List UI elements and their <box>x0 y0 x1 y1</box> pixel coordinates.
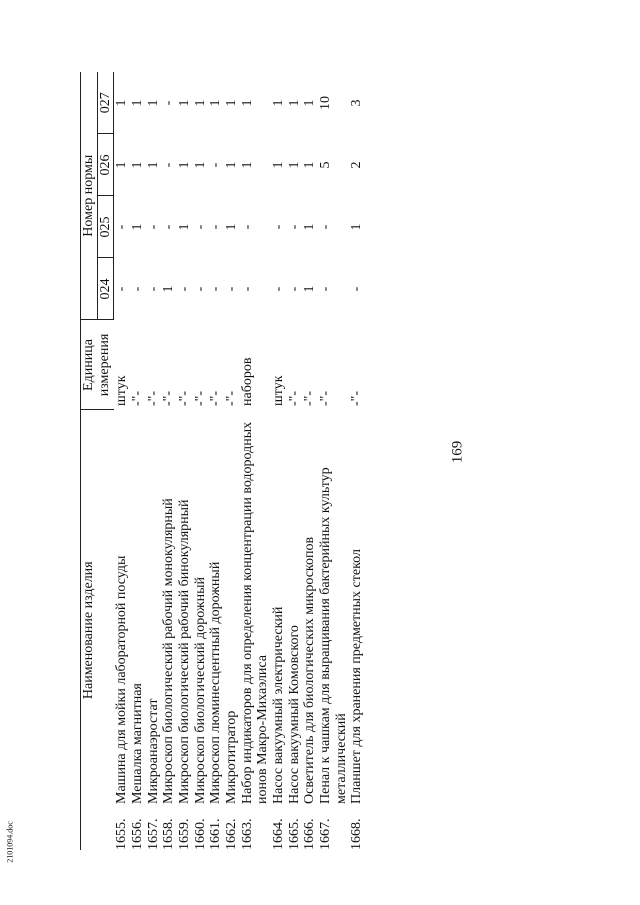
unit-of-measure: наборов <box>239 357 255 406</box>
norm-value-026: 1 <box>302 161 318 169</box>
norm-value-024: - <box>286 286 302 292</box>
unit-of-measure: штук <box>113 375 129 406</box>
row-number: 1656. <box>130 818 146 850</box>
norm-value-026: 2 <box>349 161 365 169</box>
unit-of-measure: -"- <box>130 390 146 406</box>
row-number: 1661. <box>208 818 224 850</box>
unit-of-measure: -"- <box>192 390 208 406</box>
norm-value-027: 1 <box>177 99 193 107</box>
unit-of-measure: -"- <box>318 390 334 406</box>
norm-value-024: - <box>349 286 365 292</box>
norm-value-026: 1 <box>239 161 255 169</box>
norm-value-026: 1 <box>145 161 161 169</box>
norm-value-026: 5 <box>318 161 334 169</box>
norm-value-025: - <box>286 224 302 230</box>
unit-of-measure: -"- <box>177 390 193 406</box>
table-row <box>318 72 349 850</box>
header-item-name: Наименование изделия <box>81 410 114 850</box>
row-number: 1655. <box>113 818 129 850</box>
table-row <box>287 72 303 850</box>
norm-value-027: 1 <box>302 99 318 107</box>
norm-value-025: 1 <box>224 223 240 231</box>
item-name: Микроскоп люминесцентный дорожный <box>208 561 224 804</box>
item-name: Набор индикаторов для определения концентрации водородных ионов Макро-Михаэлиса <box>239 421 271 804</box>
table-row <box>130 72 146 850</box>
unit-of-measure: -"- <box>224 390 240 406</box>
header-unit-top: Единица <box>81 339 96 391</box>
equipment-norms-table <box>80 72 365 850</box>
norm-value-024: - <box>208 286 224 292</box>
item-name: Микроанаэростат <box>145 698 161 804</box>
item-name: Пенал к чашкам для выращивания бактерийных культур металлический <box>318 467 349 804</box>
norm-value-026: 1 <box>224 161 240 169</box>
norm-value-027: - <box>161 100 177 106</box>
norm-value-025: - <box>114 224 130 230</box>
row-number: 1665. <box>286 818 302 850</box>
item-name: Осветитель для биологических микроскопов <box>302 536 318 804</box>
row-number: 1660. <box>192 818 208 850</box>
norm-value-024: - <box>224 286 240 292</box>
unit-of-measure: -"- <box>208 390 224 406</box>
norm-value-027: 1 <box>208 99 224 107</box>
header-code-024: 024 <box>97 258 114 320</box>
norm-value-027: 1 <box>192 99 208 107</box>
header-norm-number: Номер нормы <box>81 72 98 320</box>
norm-value-025: - <box>208 224 224 230</box>
item-name: Микротитратор <box>224 710 240 804</box>
norm-value-027: 10 <box>318 95 334 110</box>
norm-value-026: 1 <box>130 161 146 169</box>
unit-of-measure: -"- <box>349 390 365 406</box>
row-number: 1662. <box>224 818 240 850</box>
norm-value-025: 1 <box>177 223 193 231</box>
table-row <box>224 72 240 850</box>
norm-value-026: 1 <box>286 161 302 169</box>
header-unit <box>81 320 114 410</box>
unit-of-measure: -"- <box>145 390 161 406</box>
row-number: 1657. <box>145 818 161 850</box>
table-row <box>146 72 162 850</box>
unit-of-measure: -"- <box>161 390 177 406</box>
row-number: 1659. <box>177 818 193 850</box>
norm-value-027: 1 <box>224 99 240 107</box>
norm-value-025: - <box>192 224 208 230</box>
norm-value-025: 1 <box>349 223 365 231</box>
norm-value-025: - <box>239 224 255 230</box>
row-number: 1658. <box>161 818 177 850</box>
norm-value-024: - <box>192 286 208 292</box>
header-code-027: 027 <box>97 72 114 134</box>
norm-value-025: - <box>318 224 334 230</box>
unit-of-measure: -"- <box>302 390 318 406</box>
norm-value-024: - <box>177 286 193 292</box>
table-row <box>271 72 287 850</box>
unit-of-measure: -"- <box>286 390 302 406</box>
table-row <box>240 72 271 850</box>
document-filename: 2101094.doc <box>5 821 15 863</box>
norm-value-026: 1 <box>114 161 130 169</box>
norm-value-024: - <box>130 286 146 292</box>
norm-value-026: 1 <box>271 161 287 169</box>
norm-value-026: 1 <box>177 161 193 169</box>
table-row <box>177 72 193 850</box>
item-name: Насос вакуумный электрический <box>271 606 287 804</box>
table-row <box>114 72 130 850</box>
norm-value-024: 1 <box>302 285 318 293</box>
item-name: Микроскоп биологический рабочий монокулярный <box>161 498 177 804</box>
item-name: Машина для мойки лабораторной посуды <box>113 555 129 804</box>
header-code-026: 026 <box>97 134 114 196</box>
rotated-table-container <box>80 72 570 850</box>
table-row <box>161 72 177 850</box>
norm-value-025: 1 <box>130 223 146 231</box>
table-row <box>193 72 209 850</box>
norm-value-024: - <box>318 286 334 292</box>
table-body <box>114 72 365 850</box>
row-number: 1663. <box>239 818 255 850</box>
norm-value-024: - <box>145 286 161 292</box>
norm-value-026: - <box>161 162 177 168</box>
norm-value-025: - <box>145 224 161 230</box>
norm-value-024: - <box>239 286 255 292</box>
page-number: 169 <box>449 440 466 464</box>
table-row <box>349 72 365 850</box>
table-row <box>302 72 318 850</box>
norm-value-026: - <box>208 162 224 168</box>
item-name: Мешалка магнитная <box>130 683 146 804</box>
norm-value-025: - <box>271 224 287 230</box>
item-name: Микроскоп биологический рабочий бинокулярный <box>177 499 193 804</box>
norm-value-027: 3 <box>349 99 365 107</box>
row-number: 1667. <box>318 818 334 850</box>
header-unit-bottom: измерения <box>96 333 112 397</box>
header-code-025: 025 <box>97 196 114 258</box>
norm-value-027: 1 <box>114 99 130 107</box>
norm-value-027: 1 <box>239 99 255 107</box>
norm-value-025: 1 <box>302 223 318 231</box>
item-name: Насос вакуумный Комовского <box>286 625 302 804</box>
norm-value-026: 1 <box>192 161 208 169</box>
norm-value-024: - <box>114 286 130 292</box>
item-name: Планшет для хранения предметных стекол <box>349 549 365 804</box>
norm-value-024: - <box>271 286 287 292</box>
norm-value-024: 1 <box>161 285 177 293</box>
norm-value-027: 1 <box>145 99 161 107</box>
unit-of-measure: штук <box>271 375 287 406</box>
norm-value-027: 1 <box>286 99 302 107</box>
norm-value-025: - <box>161 224 177 230</box>
norm-value-027: 1 <box>130 99 146 107</box>
row-number: 1666. <box>302 818 318 850</box>
table-row <box>208 72 224 850</box>
row-number: 1664. <box>271 818 287 850</box>
item-name: Микроскоп биологический дорожный <box>192 577 208 804</box>
row-number: 1668. <box>349 818 365 850</box>
norm-value-027: 1 <box>271 99 287 107</box>
